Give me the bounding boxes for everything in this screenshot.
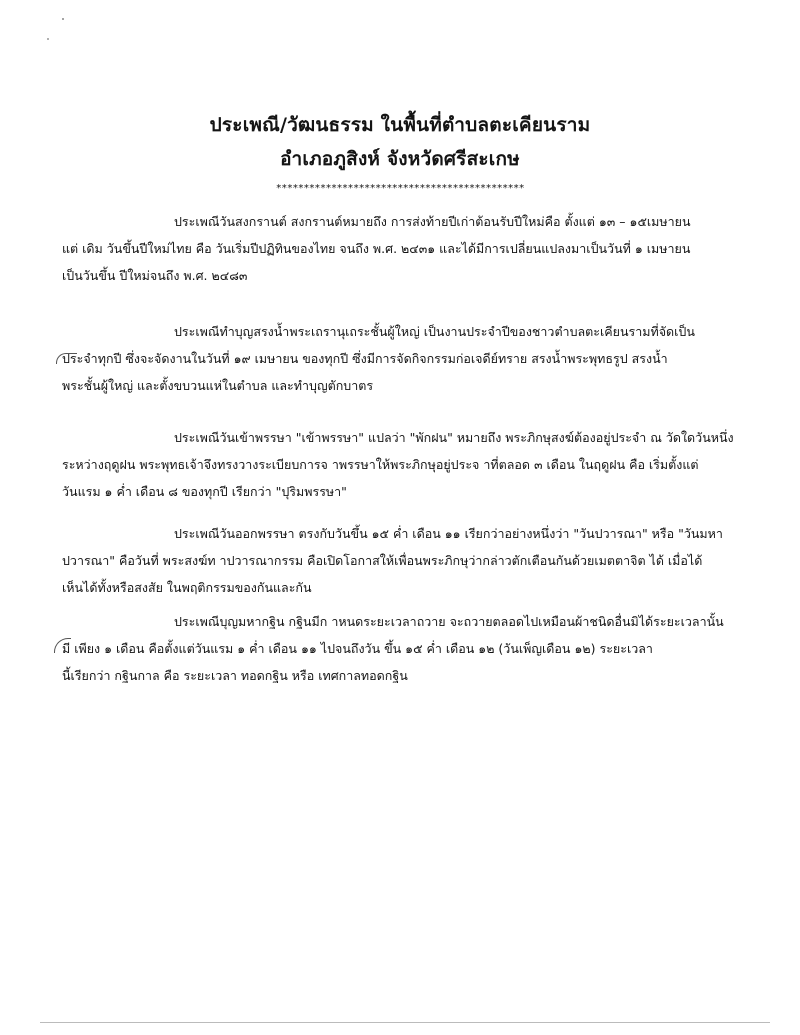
paragraph-line: วันแรม ๑ ค่ำ เดือน ๘ ของทุกปี เรียกว่า "ปุริมพรรษา": [62, 484, 347, 499]
paragraph-line: เห็นได้ทั้งหรือสงสัย ในพฤติกรรมของกันและกัน: [62, 580, 312, 595]
paragraph-line: ปวารณา" คือวันที่ พระสงฆ์ท าปวารณากรรม คือเปิดโอกาสให้เพื่อนพระภิกษุว่ากล่าวตักเตือนกันด้วยเมตตาจิต ได้ เมื่อได้: [62, 553, 703, 568]
paragraph-line: ประเพณีวันสงกรานต์ สงกรานต์หมายถึง การส่งท้ายปีเก่าต้อนรับปีใหม่คือ ตั้งแต่ ๑๓ – ๑๕เมษายน: [174, 214, 691, 229]
document-subtitle: อำเภอภูสิงห์ จังหวัดศรีสะเกษ: [280, 148, 520, 170]
document-title: ประเพณี/วัฒนธรรม ในพื้นที่ตำบลตะเคียนราม: [209, 114, 591, 136]
paragraph-line: เป็นวันขึ้น ปีใหม่จนถึง พ.ศ. ๒๔๘๓: [62, 268, 248, 283]
paragraph-line: พระชั้นผู้ใหญ่ และตั้งขบวนแห่ในตำบล และทำบุญตักบาตร: [62, 378, 374, 393]
paragraph-line: ประเพณีบุญมหากฐิน กฐินมีก าหนดระยะเวลาถวาย จะถวายตลอดไปเหมือนผ้าชนิดอื่นมิได้ระยะเวลานั้น: [174, 614, 724, 629]
paragraph-line: ประเพณีวันเข้าพรรษา "เข้าพรรษา" แปลว่า "พักฝน" หมายถึง พระภิกษุสงฆ์ต้องอยู่ประจำ ณ วัดใดวันหนึ่ง: [174, 430, 734, 445]
paragraph-end-of-lent: [62, 520, 752, 601]
scan-speck: [47, 38, 49, 40]
scan-speck: [62, 18, 64, 20]
paragraph-line: ประเพณีทำบุญสรงน้ำพระเถรานุเถระชั้นผู้ใหญ่ เป็นงานประจำปีของชาวตำบลตะเคียนรามที่จัดเป็น: [174, 324, 695, 339]
paragraph-songkran: [62, 208, 752, 289]
paragraph-bathing-ceremony: [62, 318, 752, 399]
paragraph-line: ประเพณีวันออกพรรษา ตรงกับวันขึ้น ๑๕ ค่ำ เดือน ๑๑ เรียกว่าอย่างหนึ่งว่า "วันปวารณา" หรือ "วันมหา: [174, 526, 723, 541]
paragraph-line: มี เพียง ๑ เดือน คือตั้งแต่วันแรม ๑ ค่ำ เดือน ๑๑ ไปจนถึงวัน ขึ้น ๑๕ ค่ำ เดือน ๑๒ (วันเพ็ญเดือน ๑๒) ระยะเวลา: [62, 641, 653, 656]
paragraph-line: นี้เรียกว่า กฐินกาล คือ ระยะเวลา ทอดกฐิน หรือ เทศกาลทอดกฐิน: [62, 668, 408, 683]
paragraph-line: ประจำทุกปี ซึ่งจะจัดงานในวันที่ ๑๙ เมษายน ของทุกปี ซึ่งมีการจัดกิจกรรมก่อเจดีย์ทราย สรงน้ำพระพุทธรูป สรงน้ำ: [62, 351, 668, 366]
separator-line: *********************************************: [275, 183, 525, 194]
paragraph-line: แต่ เดิม วันขึ้นปีใหม่ไทย คือ วันเริ่มปีปฏิทินของไทย จนถึง พ.ศ. ๒๔๓๑ และได้มีการเปลี่ยนแปลงมาเป็นวันที่ ๑ เมษายน: [62, 241, 691, 256]
paragraph-kathina: [62, 608, 752, 689]
paragraph-line: ระหว่างฤดูฝน พระพุทธเจ้าจึงทรงวางระเบียบการจ าพรรษาให้พระภิกษุอยู่ประจ าที่ตลอด ๓ เดือน ในฤดูฝน คือ เริ่มตั้งแต่: [62, 457, 699, 472]
scan-edge-line: [40, 1022, 770, 1023]
paragraph-buddhist-lent: [62, 424, 752, 505]
